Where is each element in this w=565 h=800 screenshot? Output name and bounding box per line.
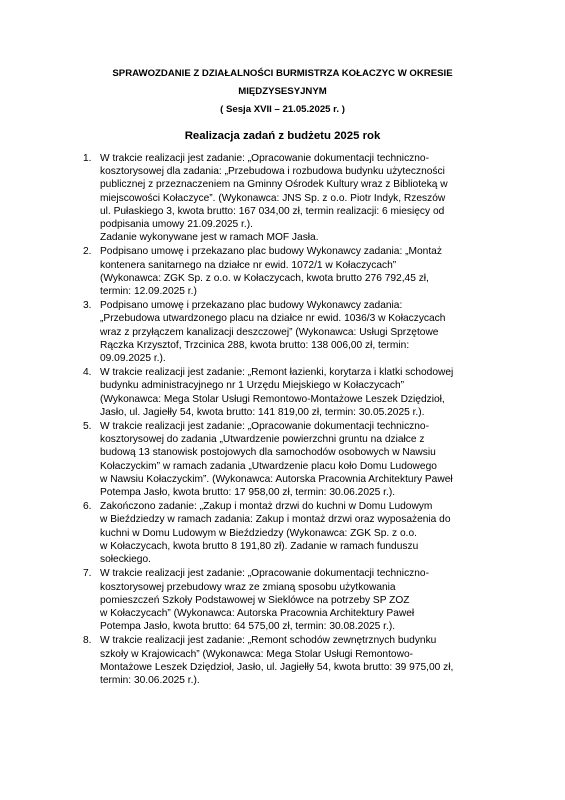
text-line: budową 13 stanowisk postojowych dla samochodów osobowych w Nawsiu xyxy=(100,447,436,459)
list-item-number: 5. xyxy=(83,421,92,433)
report-title-line-1: SPRAWOZDANIE Z DZIAŁALNOŚCI BURMISTRZA KOŁACZYC W OKRESIE xyxy=(112,68,453,79)
text-line: W trakcie realizacji jest zadanie: „Opracowanie dokumentacji techniczno- xyxy=(100,153,429,164)
text-line: termin: 12.09.2025 r.) xyxy=(100,286,197,298)
text-line: w Nawsiu Kołaczyckim”. (Wykonawca: Autorska Pracownia Architektury Paweł xyxy=(100,473,453,485)
list-item-number: 3. xyxy=(83,300,92,312)
list-item-text xyxy=(100,299,523,365)
list-item-number: 2. xyxy=(83,246,92,258)
list-item-text xyxy=(100,634,523,687)
list-item-text xyxy=(100,567,523,633)
text-line: Montażowe Leszek Dziędzioł, Jasło, ul. Jagiełły 54, kwota brutto: 39 975,00 zł, xyxy=(100,661,454,673)
text-line: W trakcie realizacji jest zadanie: „Opracowanie dokumentacji techniczno- xyxy=(100,421,429,433)
section-title: Realizacja zadań z budżetu 2025 rok xyxy=(184,130,381,142)
text-line: w Kołaczycach, kwota brutto 8 191,80 zł). Zadanie w ramach funduszu xyxy=(100,540,419,552)
list-item-text xyxy=(100,366,523,419)
text-line: budynku administracyjnego nr 1 Urzędu Miejskiego w Kołaczycach” xyxy=(100,380,405,392)
list-item xyxy=(83,299,523,365)
text-line: W trakcie realizacji jest zadanie: „Remont łazienki, korytarza i klatki schodowej xyxy=(100,367,454,379)
text-line: pomieszczeń Szkoły Podstawowej w Sieklówce na potrzeby SP ZOZ xyxy=(100,594,410,606)
text-line: wraz z przyłączem kanalizacji deszczowej” (Wykonawca: Usługi Sprzętowe xyxy=(100,326,439,338)
list-item xyxy=(83,245,523,298)
text-line: kontenera sanitarnego na działce nr ewid. 1072/1 w Kołaczycach” xyxy=(100,259,397,271)
text-line: kosztorysowej dla zadania: „Przebudowa i rozbudowa budynku użyteczności xyxy=(100,166,445,178)
text-line: miejscowości Kołaczyce”. (Wykonawca: JNS Sp. z o.o. Piotr Indyk, Rzeszów xyxy=(100,192,446,204)
text-line: Podpisano umowę i przekazano plac budowy Wykonawcy zadania: „Montaż xyxy=(100,246,442,258)
list-item-text xyxy=(100,420,523,499)
list-item xyxy=(83,420,523,499)
text-line: kosztorysowej do zadania „Utwardzenie powierzchni gruntu na działce z xyxy=(100,434,425,446)
session-info: ( Sesja XVII – 21.05.2025 r. ) xyxy=(220,104,345,115)
text-line: W trakcie realizacji jest zadanie: „Opracowanie dokumentacji techniczno- xyxy=(100,568,429,580)
list-item xyxy=(83,567,523,633)
text-line: 09.09.2025 r.). xyxy=(100,353,166,365)
text-line: Zadanie wykonywane jest w ramach MOF Jasła. xyxy=(100,232,319,244)
text-line: „Przebudowa utwardzonego placu na działce nr ewid. 1036/3 w Kołaczycach xyxy=(100,313,446,325)
text-line: Podpisano umowę i przekazano plac budowy Wykonawcy zadania: xyxy=(100,300,403,312)
text-line: W trakcie realizacji jest zadanie: „Remont schodów zewnętrznych budynku xyxy=(100,635,437,647)
list-item xyxy=(83,152,523,244)
list-item-text xyxy=(100,500,523,566)
task-list xyxy=(83,152,523,688)
text-line: kuchni w Domu Ludowym w Bieździedzy (Wykonawca: ZGK Sp. z o.o. xyxy=(100,527,417,539)
text-line: publicznej z przeznaczeniem na Gminny Ośrodek Kultury wraz z Biblioteką w xyxy=(100,179,448,191)
list-item-number: 8. xyxy=(83,635,92,647)
report-title-line-2: MIĘDZYSESYJNYM xyxy=(238,86,327,97)
list-item xyxy=(83,366,523,419)
text-line: kosztorysowej przebudowy wraz ze zmianą sposobu użytkowania xyxy=(100,581,396,593)
text-line: Kołaczyckim” w ramach zadania „Utwardzenie placu koło Domu Ludowego xyxy=(100,460,437,472)
text-line: szkoły w Krajowicach” (Wykonawca: Mega Stolar Usługi Remontowo- xyxy=(100,648,413,660)
text-line: Potempa Jasło, kwota brutto: 64 575,00 zł, termin: 30.08.2025 r.). xyxy=(100,621,396,633)
list-item-number: 7. xyxy=(83,568,92,580)
list-item xyxy=(83,634,523,687)
list-item-number: 4. xyxy=(83,367,92,379)
text-line: Zakończono zadanie: „Zakup i montaż drzwi do kuchni w Domu Ludowym xyxy=(100,501,433,513)
text-line: Potempa Jasło, kwota brutto: 17 958,00 zł, termin: 30.06.2025 r.). xyxy=(100,487,396,499)
text-line: Jasło, ul. Jagiełły 54, kwota brutto: 141 819,00 zł, termin: 30.05.2025 r.). xyxy=(100,406,425,418)
text-line: Rączka Krzysztof, Trzcinica 288, kwota brutto: 138 006,00 zł, termin: xyxy=(100,339,410,351)
list-item-text xyxy=(100,245,523,298)
text-line: w Bieździedzy w ramach zadania: Zakup i montaż drzwi oraz wyposażenia do xyxy=(100,514,451,526)
list-item-text xyxy=(100,152,523,244)
text-line: (Wykonawca: ZGK Sp. z o.o. w Kołaczycach, kwota brutto 276 792,45 zł, xyxy=(100,272,429,284)
text-line: podpisania umowy 21.09.2025 r.). xyxy=(100,219,253,231)
list-item-number: 1. xyxy=(83,153,92,164)
text-line: ul. Pułaskiego 3, kwota brutto: 167 034,00 zł, termin realizacji: 6 miesięcy od xyxy=(100,205,445,217)
text-line: w Kołaczycach” (Wykonawca: Autorska Pracownia Architektury Paweł xyxy=(100,607,415,619)
text-line: (Wykonawca: Mega Stolar Usługi Remontowo-Montażowe Leszek Dziędzioł, xyxy=(100,393,445,405)
list-item-number: 6. xyxy=(83,501,92,513)
text-line: sołeckiego. xyxy=(100,554,151,566)
text-line: termin: 30.06.2025 r.). xyxy=(100,674,200,686)
list-item xyxy=(83,500,523,566)
